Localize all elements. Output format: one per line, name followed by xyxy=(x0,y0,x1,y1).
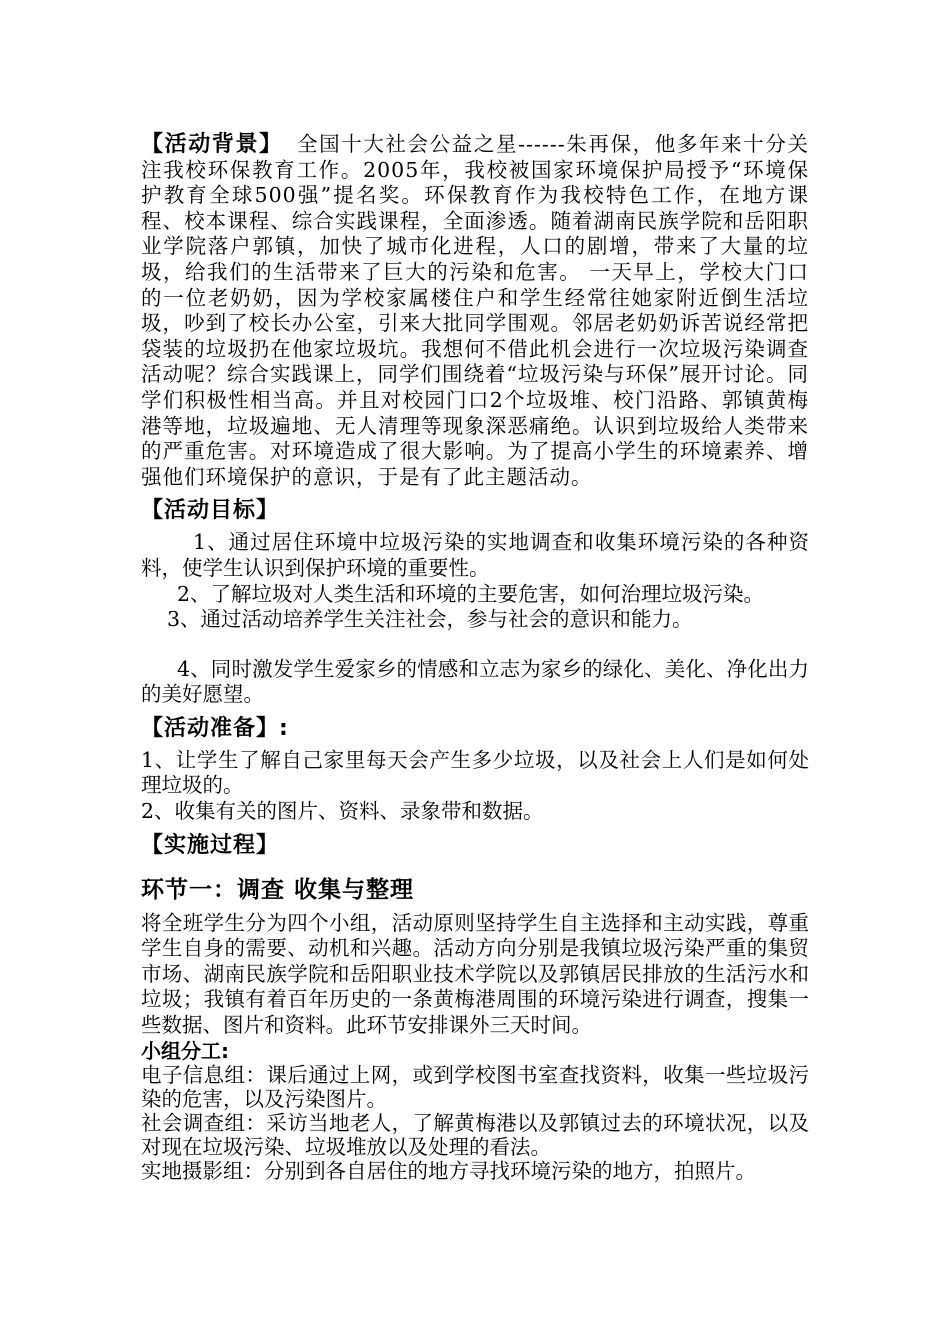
group-item-electronic: 电子信息组：课后通过上网，或到学校图书室查找资料，收集一些垃圾污染的危害，以及污染图片。 xyxy=(141,1062,809,1111)
preparation-heading: 【活动准备】: xyxy=(141,715,289,741)
group-item-photo: 实地摄影组：分别到各自居住的地方寻找环境污染的地方，拍照片。 xyxy=(141,1158,756,1183)
goal-item-2: 2、了解垃圾对人类生活和环境的主要危害，如何治理垃圾污染。 xyxy=(177,581,765,606)
preparation-item-1: 1、让学生了解自己家里每天会产生多少垃圾，以及社会上人们是如何处理垃圾的。 xyxy=(141,747,809,798)
background-text: 全国十大社会公益之星------朱再保，他多年来十分关注我校环保教育工作。2005年，我校被国家环境保护局授予“环境保护教育全球500强”提名奖。环保教育作为我校特色工作，在地方课程、校本课程、综合实践课程，全面渗透。随着湖南民族学院和岳阳职业学院落户郭镇，加快了城市化进程，人口的剧增，带来了大量的垃圾，给我们的生活带来了巨大的污染和危害。 一天早上，学校大门口的一位老奶奶，因为学校家属楼住户和学生经常往她家附近倒生活垃圾，吵到了校长办公室，引来大批同学围观。邻居老奶奶诉苦说经常把袋装的垃圾扔在他家垃圾坑。我想何不借此机会进行一次垃圾污染调查活动呢？综合实践课上，同学们围绕着“垃圾污染与环保”展开讨论。同学们积极性相当高。并且对校园门口2个垃圾堆、校门沿路、郭镇黄梅港等地，垃圾遍地、无人清理等现象深恶痛绝。认识到垃圾给人类带来的严重危害。对环境造成了很大影响。为了提高小学生的环境素养、增强他们环境保护的意识，于是有了此主题活动。 xyxy=(141,132,809,489)
stage1-title: 环节一：调查 收集与整理 xyxy=(141,876,415,903)
background-heading: 【活动背景】 xyxy=(141,132,283,157)
process-heading: 【实施过程】 xyxy=(141,832,280,858)
background-paragraph xyxy=(141,132,809,490)
goal-item-4: 4、同时激发学生爱家乡的情感和立志为家乡的绿化、美化、净化出力的美好愿望。 xyxy=(141,656,809,707)
goal-item-1: 1、通过居住环境中垃圾污染的实地调查和收集环境污染的各种资料，使学生认识到保护环境的重要性。 xyxy=(141,530,809,580)
preparation-item-2: 2、收集有关的图片、资料、录象带和数据。 xyxy=(141,799,544,824)
groups-title: 小组分工: xyxy=(141,1038,229,1063)
groups-list xyxy=(141,1063,809,1183)
goal-item-3: 3、通过活动培养学生关注社会，参与社会的意识和能力。 xyxy=(167,607,693,632)
document-content xyxy=(141,132,809,1183)
group-item-survey: 社会调查组：采访当地老人，了解黄梅港以及郭镇过去的环境状况，以及对现在垃圾污染、垃圾堆放以及处理的看法。 xyxy=(141,1110,809,1159)
goals-heading: 【活动目标】 xyxy=(141,498,280,524)
stage1-text: 将全班学生分为四个小组，活动原则坚持学生自主选择和主动实践，尊重学生自身的需要、动机和兴趣。活动方向分别是我镇垃圾污染严重的集贸市场、湖南民族学院和岳阳职业技术学院以及郭镇居民排放的生活污水和垃圾；我镇有着百年历史的一条黄梅港周围的环境污染进行调查，搜集一些数据、图片和资料。此环节安排课外三天时间。 xyxy=(141,910,809,1038)
